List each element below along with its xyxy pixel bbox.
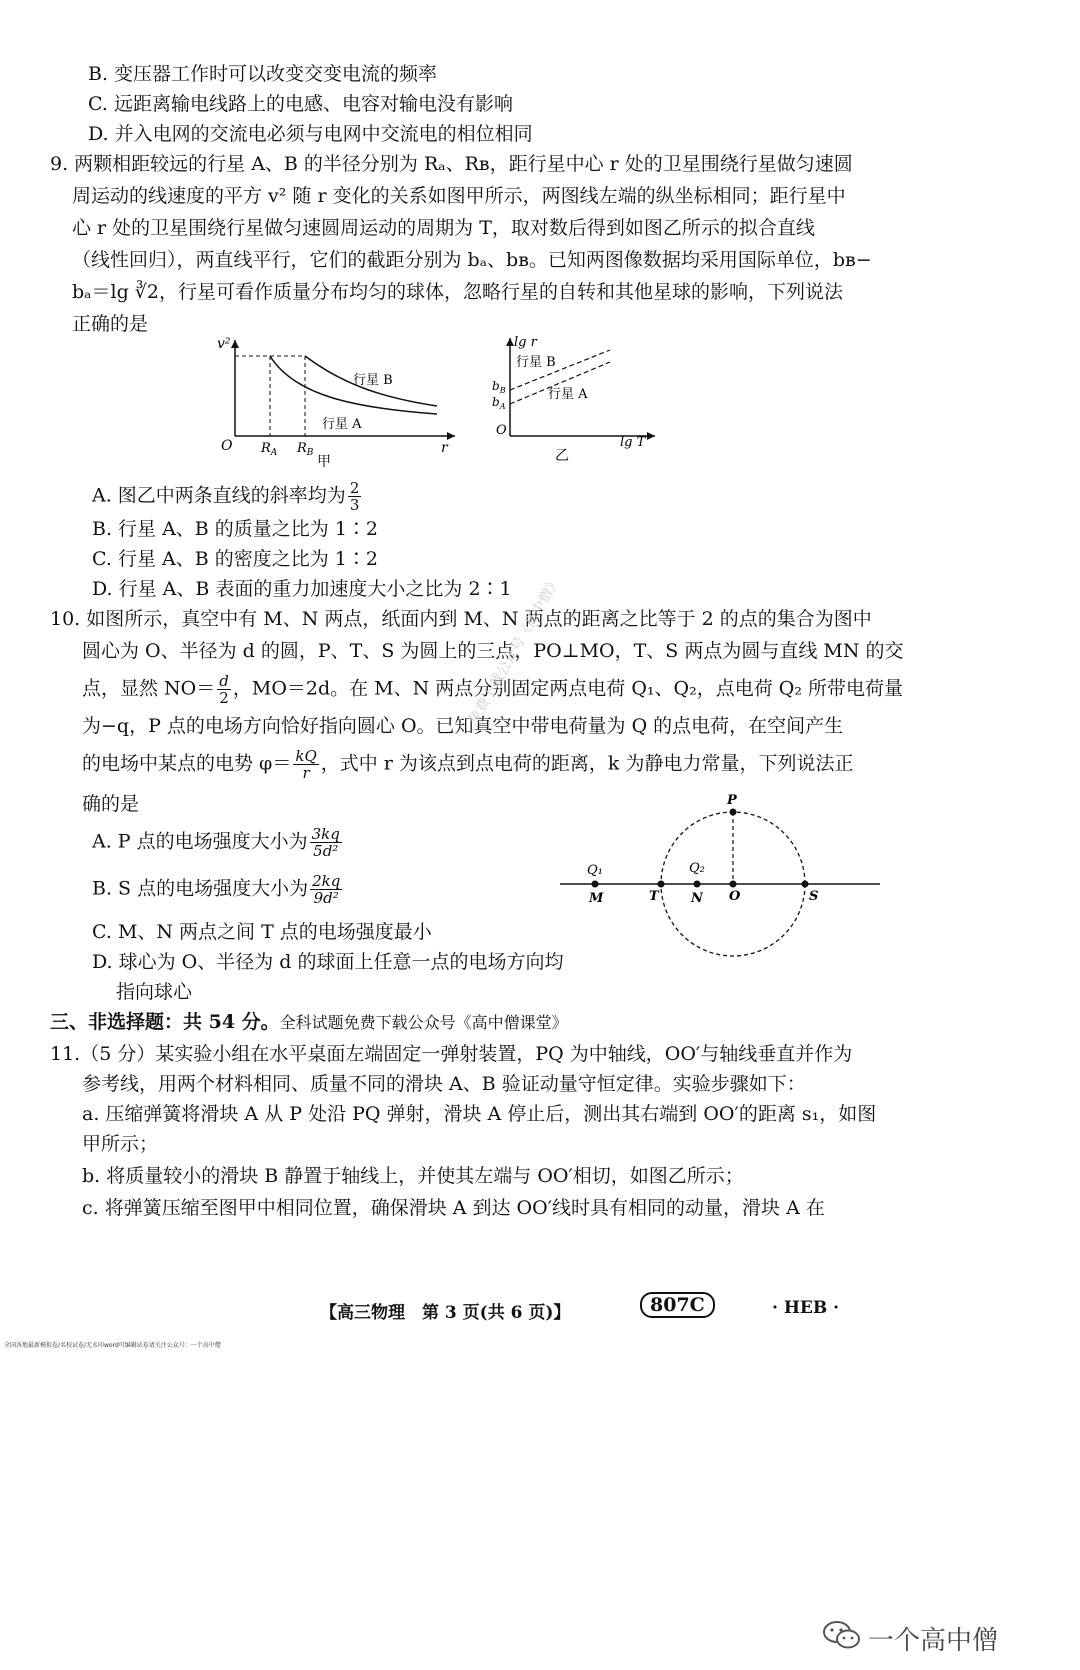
label-q2: Q₂ (689, 861, 705, 876)
svg-text:bA: $b_A$ (492, 395, 506, 411)
yi-xlabel: lg T (620, 435, 646, 450)
q11-line5: b. 将质量较小的滑块 B 静置于轴线上，并使其左端与 OO′相切，如图乙所示； (82, 1165, 744, 1187)
jia-ylabel: v² (217, 336, 231, 352)
q10-option-d-line2: 指向球心 (116, 981, 193, 1003)
label-n: N (691, 891, 703, 906)
label-q1: Q₁ (587, 863, 603, 878)
q10-option-a: A. P 点的电场强度大小为 $\frac{3kq}{\text{5d²}}$ (92, 825, 340, 860)
prev-option-b: B. 变压器工作时可以改变交变电流的频率 (88, 63, 438, 85)
q9-line6: 正确的是 (72, 313, 149, 335)
q11-line2: 参考线，用两个材料相同、质量不同的滑块 A、B 验证动量守恒定律。实验步骤如下： (82, 1073, 806, 1095)
jia-label-a: 行星 A (322, 417, 362, 432)
q10-line6: 确的是 (82, 793, 140, 815)
svg-text:bB: $b_B$ (492, 379, 506, 395)
q9-option-d: D. 行星 A、B 表面的重力加速度大小之比为 2∶1 (92, 578, 512, 600)
q9-line1: 9. 两颗相距较远的行星 A、B 的半径分别为 Rₐ、Rʙ，距行星中心 r 处的卫星围绕行星做匀速圆 (50, 153, 853, 175)
footer-code: 807C (640, 1294, 715, 1316)
figure-circle (555, 788, 885, 988)
q11-line6: c. 将弹簧压缩至图甲中相同位置，确保滑块 A 到达 OO′线时具有相同的动量，滑块 A 在 (82, 1197, 825, 1219)
label-s: S (809, 889, 819, 904)
jia-caption: 甲 (317, 454, 331, 470)
label-t: T (649, 889, 659, 904)
q9-option-a: A. 图乙中两条直线的斜率均为 $\frac{2}{3}$ (92, 479, 360, 514)
label-m: M (589, 891, 604, 906)
yi-ylabel: lg r (514, 335, 537, 350)
q10-option-b: B. S 点的电场强度大小为 $\frac{2kq}{\text{9d²}}$ (92, 872, 341, 907)
q9-line2: 周运动的线速度的平方 v² 随 r 变化的关系如图甲所示，两图线左端的纵坐标相同；距行星中 (72, 185, 846, 207)
yi-origin: O (496, 423, 507, 438)
q10-line2: 圆心为 O、半径为 d 的圆，P、T、S 为圆上的三点，PO⊥MO，T、S 两点为圆与直线 MN 的交 (82, 640, 904, 662)
footer-right: · HEB · (772, 1298, 840, 1318)
q11-line1: 11.（5 分）某实验小组在水平桌面左端固定一弹射装置，PQ 为中轴线，OO′与轴线垂直并作为 (50, 1043, 853, 1065)
q10-option-d-line1: D. 球心为 O、半径为 d 的球面上任意一点的电场方向均 (92, 951, 564, 973)
yi-caption: 乙 (555, 448, 569, 464)
figure-yi (492, 332, 670, 482)
q9-line3: 心 r 处的卫星围绕行星做匀速圆周运动的周期为 T，取对数后得到如图乙所示的拟合直线 (72, 217, 815, 239)
yi-label-b: 行星 B (516, 355, 556, 370)
q10-option-c: C. M、N 两点之间 T 点的电场强度最小 (92, 921, 432, 943)
q10-line4: 为−q，P 点的电场方向恰好指向圆心 O。已知真空中带电荷量为 Q 的点电荷，在空间产生 (82, 715, 844, 737)
q9-option-c: C. 行星 A、B 的密度之比为 1∶2 (92, 548, 378, 570)
section-3-heading: 三、非选择题：共 54 分。全科试题免费下载公众号《高中僧课堂》 (50, 1011, 568, 1033)
q10-line3: 点，显然 NO＝ $\frac{d}{2}$ ，MO＝2d。在 M、N 两点分别固定两点电荷 Q₁、Q₂，点电荷 Q₂ 所带电荷量 (82, 672, 904, 707)
jia-label-b: 行星 B (353, 373, 393, 388)
wechat-icon (822, 1618, 862, 1652)
label-p: P (727, 793, 737, 808)
yi-label-a: 行星 A (548, 387, 588, 402)
tiny-note: 全国各地最新模拟卷/名校试卷/无水印word可编辑试卷请关注公众号：一个高中僧 (4, 1342, 221, 1349)
prev-option-c: C. 远距离输电线路上的电感、电容对输电没有影响 (88, 93, 513, 115)
jia-origin: O (221, 438, 233, 454)
svg-text:RA: $R_A$ (261, 441, 278, 458)
q10-line5: 的电场中某点的电势 φ＝ $\frac{kQ}{r}$ ，式中 r 为该点到点电荷的距离，k 为静电力常量，下列说法正 (82, 747, 854, 782)
svg-text:RB: $R_B$ (297, 441, 314, 458)
figure-jia (205, 336, 465, 476)
brand-name: 一个高中僧 (868, 1626, 999, 1656)
q9-line4: （线性回归），两直线平行，它们的截距分别为 bₐ、bʙ。已知两图像数据均采用国际单位，bʙ− (72, 249, 872, 271)
q11-line3: a. 压缩弹簧将滑块 A 从 P 处沿 PQ 弹射，滑块 A 停止后，测出其右端到 OO′的距离 s₁，如图 (82, 1103, 877, 1125)
jia-xlabel: r (441, 440, 448, 456)
footer-page-info: 【高三物理 第 3 页(共 6 页)】 (320, 1303, 571, 1323)
q11-line4: 甲所示； (82, 1133, 159, 1155)
q9-line5: bₐ＝lg ∛2，行星可看作质量分布均匀的球体，忽略行星的自转和其他星球的影响，下列说法 (72, 281, 843, 303)
watermark: 免费下载公众号《高中僧》 (465, 573, 564, 728)
prev-option-d: D. 并入电网的交流电必须与电网中交流电的相位相同 (88, 123, 533, 145)
label-o: O (729, 889, 741, 904)
q10-line1: 10. 如图所示，真空中有 M、N 两点，纸面内到 M、N 两点的距离之比等于 2 的点的集合为图中 (50, 608, 872, 630)
q9-option-b: B. 行星 A、B 的质量之比为 1∶2 (92, 518, 379, 540)
